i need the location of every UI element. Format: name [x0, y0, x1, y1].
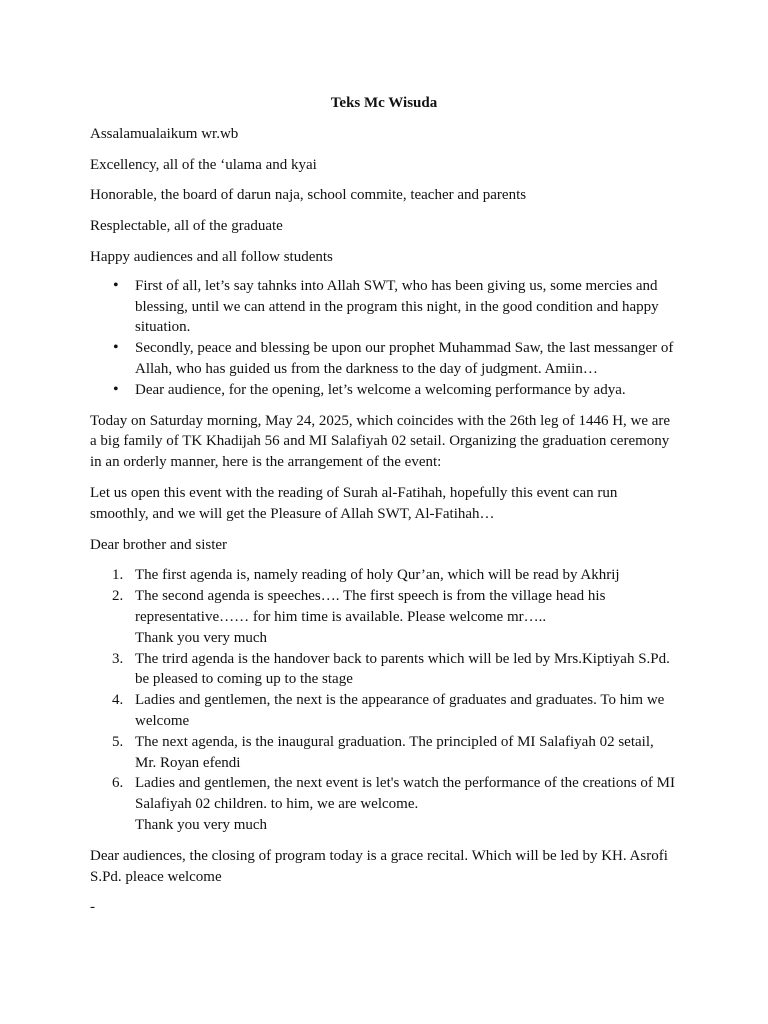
greeting-line: Happy audiences and all follow students	[90, 248, 333, 265]
agenda-list	[90, 565, 678, 835]
fatihah-paragraph: Let us open this event with the reading of Surah al-Fatihah, hopefully this event can run smoothly, and we will get the Pleasure of Allah SWT, Al-Fatihah…	[90, 484, 618, 522]
intro-paragraph: Today on Saturday morning, May 24, 2025, which coincides with the 26th leg of 1446 H, we are a big family of TK Khadijah 56 and MI Salafiyah 02 setail. Organizing the graduation ceremony in an orderly manner, here is the arrangement of the event:	[90, 412, 671, 471]
agenda-item	[112, 565, 678, 586]
bullet-item: • Dear audience, for the opening, let’s welcome a welcoming performance by adya.	[135, 380, 678, 401]
agenda-number: 5.	[112, 733, 124, 750]
bullet-item: • First of all, let’s say tahnks into Allah SWT, who has been giving us, some mercies and blessing, until we can attend in the program this night, in the good condition and happy situation.	[135, 276, 678, 338]
agenda-number: 1.	[112, 567, 124, 584]
greeting-line: Excellency, all of the ‘ulama and kyai	[90, 156, 317, 173]
address-line: Dear brother and sister	[90, 536, 228, 553]
agenda-text: Ladies and gentlemen, the next event is let's watch the performance of the creations of MI Salafiyah 02 children. to him, we are welcome.	[135, 775, 675, 813]
agenda-text: Ladies and gentlemen, the next is the appearance of graduates and graduates. To him we welcome	[135, 692, 665, 729]
greeting-line: Assalamualaikum wr.wb	[90, 125, 239, 142]
agenda-extra-line: Thank you very much	[135, 816, 268, 833]
agenda-text: The first agenda is, namely reading of holy Qur’an, which will be read by Akhrij	[135, 567, 620, 584]
agenda-extra-line: Thank you very much	[135, 629, 268, 646]
agenda-item	[112, 690, 678, 732]
agenda-item	[112, 649, 678, 691]
opening-bullet-list	[90, 276, 678, 401]
agenda-number: 3.	[112, 650, 124, 667]
greeting-line: Resplectable, all of the graduate	[90, 218, 283, 235]
agenda-number: 6.	[112, 775, 124, 792]
agenda-item	[112, 773, 678, 835]
agenda-number: 4.	[112, 692, 124, 709]
greeting-line: Honorable, the board of darun naja, school commite, teacher and parents	[90, 187, 527, 204]
closing-paragraph: Dear audiences, the closing of program today is a grace recital. Which will be led by KH. Asrofi S.Pd. pleace welcome	[90, 847, 668, 885]
agenda-text: The second agenda is speeches…. The first speech is from the village head his representative…… for him time is available. Please welcome mr…..	[135, 588, 606, 625]
agenda-text: The next agenda, is the inaugural graduation. The principled of MI Salafiyah 02 setail, Mr. Royan efendi	[135, 733, 654, 771]
bullet-item: • Secondly, peace and blessing be upon our prophet Muhammad Saw, the last messanger of Allah, who has guided us from the darkness to the day of judgment. Amiin…	[135, 338, 678, 380]
trailing-dash: -	[90, 899, 95, 916]
agenda-text: The trird agenda is the handover back to parents which will be led by Mrs.Kiptiyah S.Pd. be pleased to coming up to the stage	[135, 650, 670, 688]
agenda-item	[112, 586, 678, 648]
agenda-number: 2.	[112, 588, 124, 605]
document-title: Teks Mc Wisuda	[330, 95, 438, 111]
agenda-item	[112, 732, 678, 774]
